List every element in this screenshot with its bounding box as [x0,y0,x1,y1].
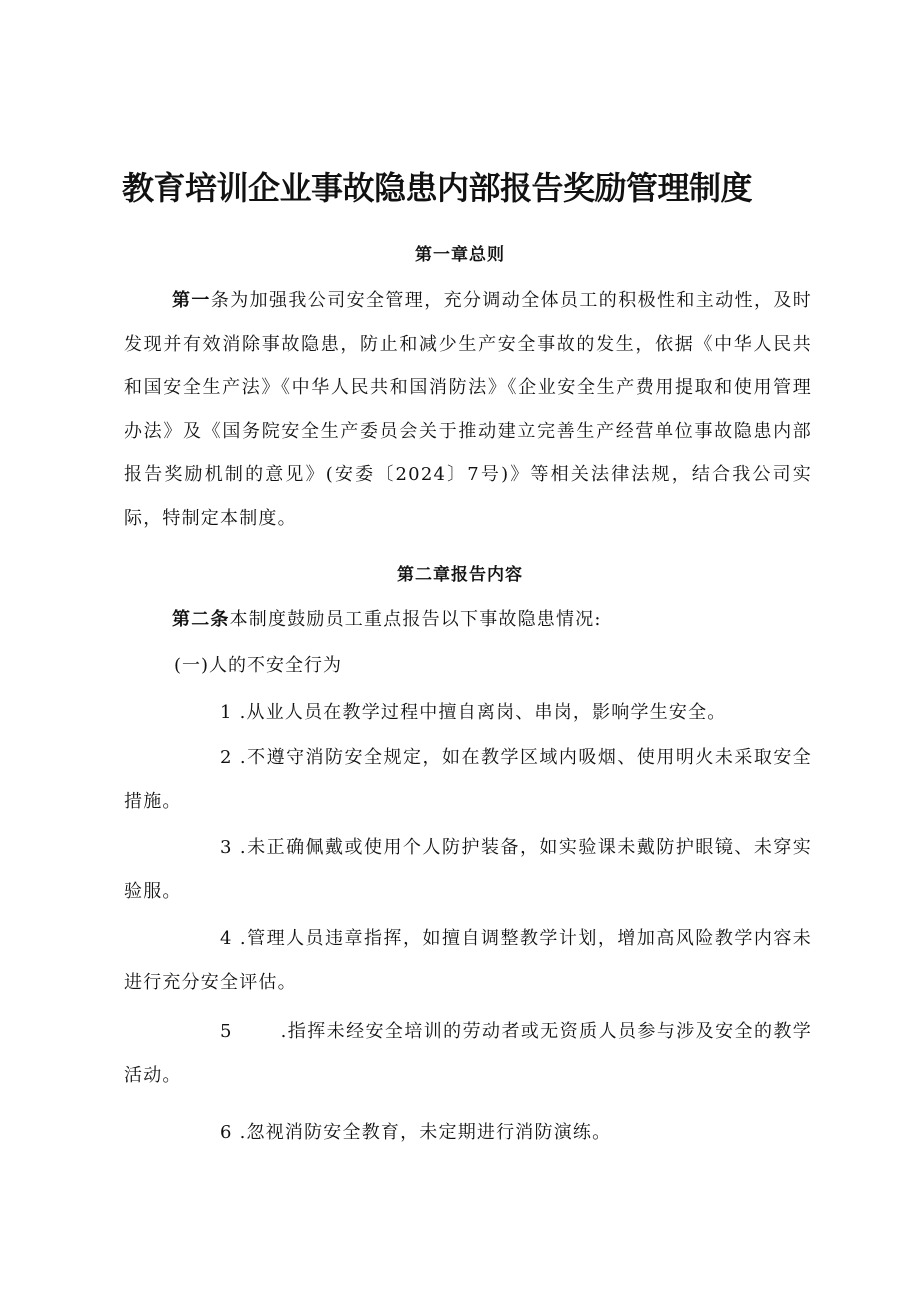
list-item-number: 5 [220,1021,233,1042]
article-1-text: 条为加强我公司安全管理，充分调动全体员工的积极性和主动性，及时发现并有效消除事故隐患，防止和减少生产安全事故的发生，依据《中华人民共和国安全生产法》《中华人民共和国消防法》《企业安全生产费用提取和使用管理办法》及《国务院安全生产委员会关于推动建立完善生产经营单位事故隐患内部报告奖励机制的意见》(安委〔2024〕7号)》等相关法律法规，结合我公司实际，特制定本制度。 [124,290,813,529]
list-item [124,736,812,823]
list-item [124,1111,812,1155]
list-item-text: .忽视消防安全教育，未定期进行消防演练。 [239,1122,612,1143]
article-2-label: 第二条 [172,609,230,630]
chapter-1-heading: 第一章总则 [415,245,505,265]
list-item-text: .未正确佩戴或使用个人防护装备，如实验课未戴防护眼镜、未穿实验服。 [124,837,813,902]
list-item-text: .指挥未经安全培训的劳动者或无资质人员参与涉及安全的教学活动。 [124,1021,812,1086]
section-heading-unsafe-behavior: (一)人的不安全行为 [174,655,343,676]
list-item [124,1010,812,1097]
list-item-number: 6 [220,1122,233,1143]
list-item-number: 4 [220,928,233,949]
list-item [124,917,812,1004]
article-2-text: 本制度鼓励员工重点报告以下事故隐患情况: [229,609,602,630]
article-1-label: 第一 [172,290,211,311]
list-item-text: .不遵守消防安全规定，如在教学区域内吸烟、使用明火未采取安全措施。 [124,747,813,812]
list-item-number: 3 [220,837,233,858]
list-item-number: 2 [220,747,233,768]
chapter-2-heading: 第二章报告内容 [397,565,523,585]
list-item-text: .管理人员违章指挥，如擅自调整教学计划，增加高风险教学内容未进行充分安全评估。 [124,928,813,993]
list-item-text: .从业人员在教学过程中擅自离岗、串岗，影响学生安全。 [239,702,727,723]
document-title: 教育培训企业事故隐患内部报告奖励管理制度 [122,169,753,207]
article-2 [124,598,812,642]
article-1 [124,279,812,540]
list-item [124,826,812,913]
list-item-number: 1 [220,702,233,723]
list-item [124,691,812,735]
